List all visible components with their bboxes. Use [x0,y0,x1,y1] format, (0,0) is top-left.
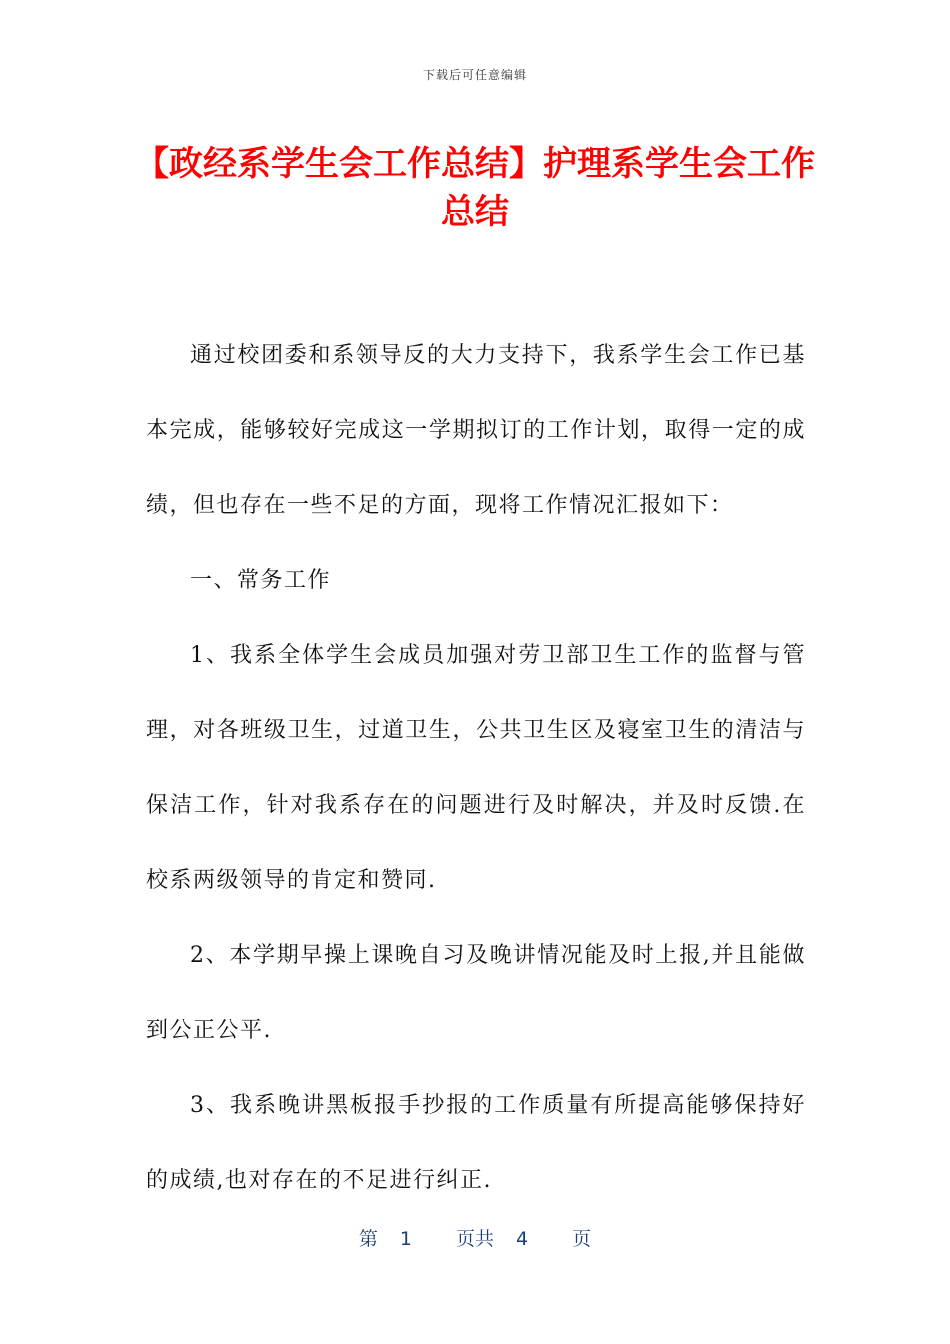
paragraph-item-3: 3、我系晚讲黑板报手抄报的工作质量有所提高能够保持好的成绩,也对存在的不足进行纠正. [146,1093,806,1193]
header-note: 下载后可任意编辑 [422,68,527,82]
document-body [146,318,806,1218]
footer-page-suffix: 页 [572,1228,592,1250]
page-footer [0,1224,950,1251]
document-title: 【政经系学生会工作总结】护理系学生会工作总结 [135,144,815,232]
footer-current-page: 1 [399,1228,412,1250]
section-heading-routine-work: 一、常务工作 [190,568,332,593]
footer-total-pages: 4 [516,1228,529,1250]
footer-page-label: 第 [358,1228,378,1250]
paragraph-intro: 通过校团委和系领导反的大力支持下，我系学生会工作已基本完成，能够较好完成这一学期拟订的工作计划，取得一定的成绩，但也存在一些不足的方面，现将工作情况汇报如下： [146,343,806,518]
footer-total-label: 页共 [455,1228,494,1250]
paragraph-item-2: 2、本学期早操上课晚自习及晚讲情况能及时上报,并且能做到公正公平. [146,943,806,1043]
paragraph-item-1: 1、我系全体学生会成员加强对劳卫部卫生工作的监督与管理，对各班级卫生，过道卫生，公共卫生区及寝室卫生的清洁与保洁工作，针对我系存在的问题进行及时解决，并及时反馈.在校系两级领导的肯定和赞同. [146,643,806,893]
